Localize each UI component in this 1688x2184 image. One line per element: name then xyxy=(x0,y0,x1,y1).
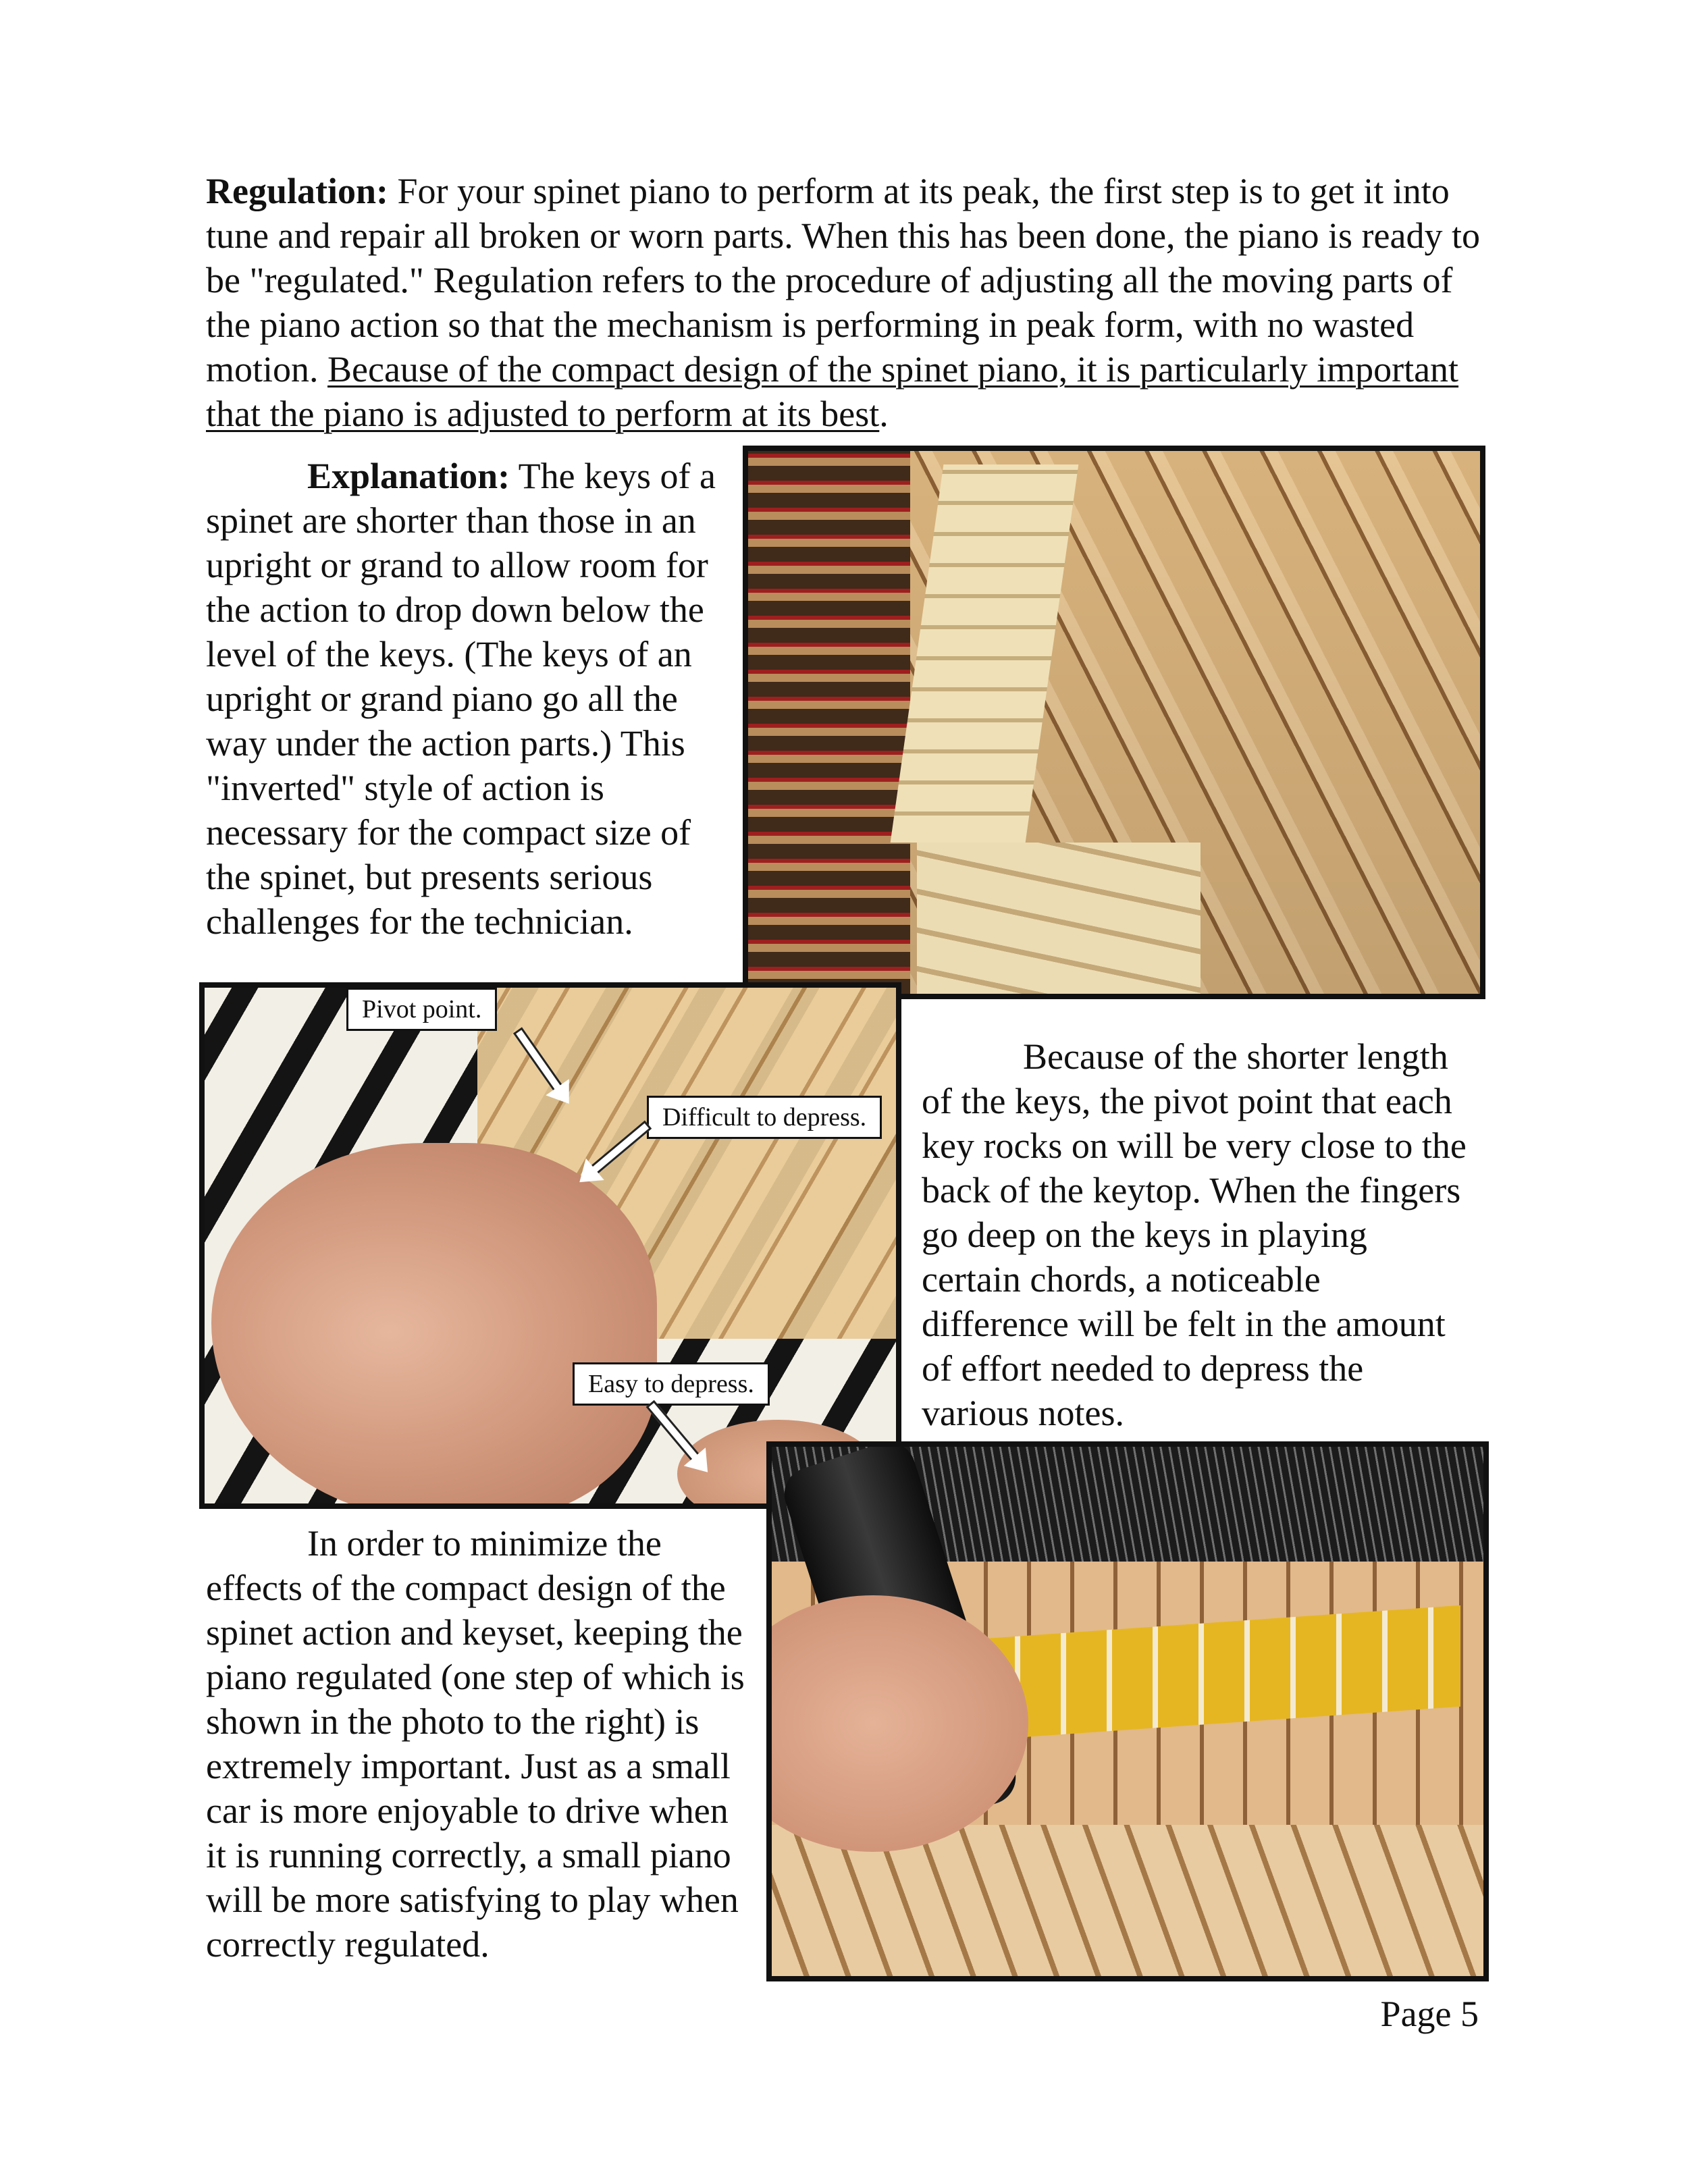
intro-end: . xyxy=(879,394,889,434)
regulation-step-photo xyxy=(766,1441,1489,1981)
spinet-action-photo xyxy=(743,446,1485,999)
callout-easy: Easy to depress. xyxy=(573,1362,770,1406)
regulation-paragraph xyxy=(206,1521,753,1967)
hammer-heads xyxy=(917,843,1201,999)
callout-pivot-point: Pivot point. xyxy=(346,988,497,1031)
intro-body: For your spinet piano to perform at its peak, the first step is to get it into tune and repair all broken or worn parts. When this has been done, the piano is ready to be "regulated." Regulation refers to the procedure of adjusting all the moving parts of the piano action so that the mechanism is performing in peak form, with no wasted motion. xyxy=(206,171,1480,390)
damper-strip xyxy=(748,451,910,994)
intro-underlined: Because of the compact design of the spinet piano, it is particularly important that the piano is adjusted to perform at its best xyxy=(206,349,1459,434)
arrow-easy-icon xyxy=(646,1400,702,1464)
intro-lead: Regulation: xyxy=(206,171,388,211)
intro-paragraph xyxy=(206,169,1489,436)
explanation-lead: Explanation: xyxy=(307,456,510,496)
callout-difficult: Difficult to depress. xyxy=(647,1096,882,1139)
fingers-holding-tool xyxy=(766,1595,1028,1852)
page-number: Page 5 xyxy=(1380,1994,1479,2034)
damper-felts xyxy=(974,1605,1460,1740)
hammer-felts xyxy=(891,464,1079,843)
pivot-paragraph xyxy=(922,1034,1475,1435)
pivot-text: Because of the shorter length of the keys, the pivot point that each key rocks on will be very close to the back of the keytop. When the fingers go deep on the keys in playing certain chords, a noticeable difference will be felt in the amount of effort needed to depress the various notes. xyxy=(922,1036,1467,1433)
explanation-paragraph xyxy=(206,454,739,944)
explanation-body: The keys of a spinet are shorter than those in an upright or grand to allow room for the action to drop down below the level of the keys. (The keys of an upright or grand piano go all the way under the action parts.) This "inverted" style of action is necessary for the compact size of the spinet, but presents serious challenges for the technician. xyxy=(206,456,716,942)
piano-keys-photo xyxy=(199,982,901,1509)
hand-on-keys xyxy=(211,1143,657,1509)
regulation-text: In order to minimize the effects of the compact design of the spinet action and keyset, keeping the piano regulated (one step of which is shown in the photo to the right) is extremely important. Just as a small car is more enjoyable to drive when it is running correctly, a small piano will be more satisfying to play when correctly regulated. xyxy=(206,1523,745,1965)
